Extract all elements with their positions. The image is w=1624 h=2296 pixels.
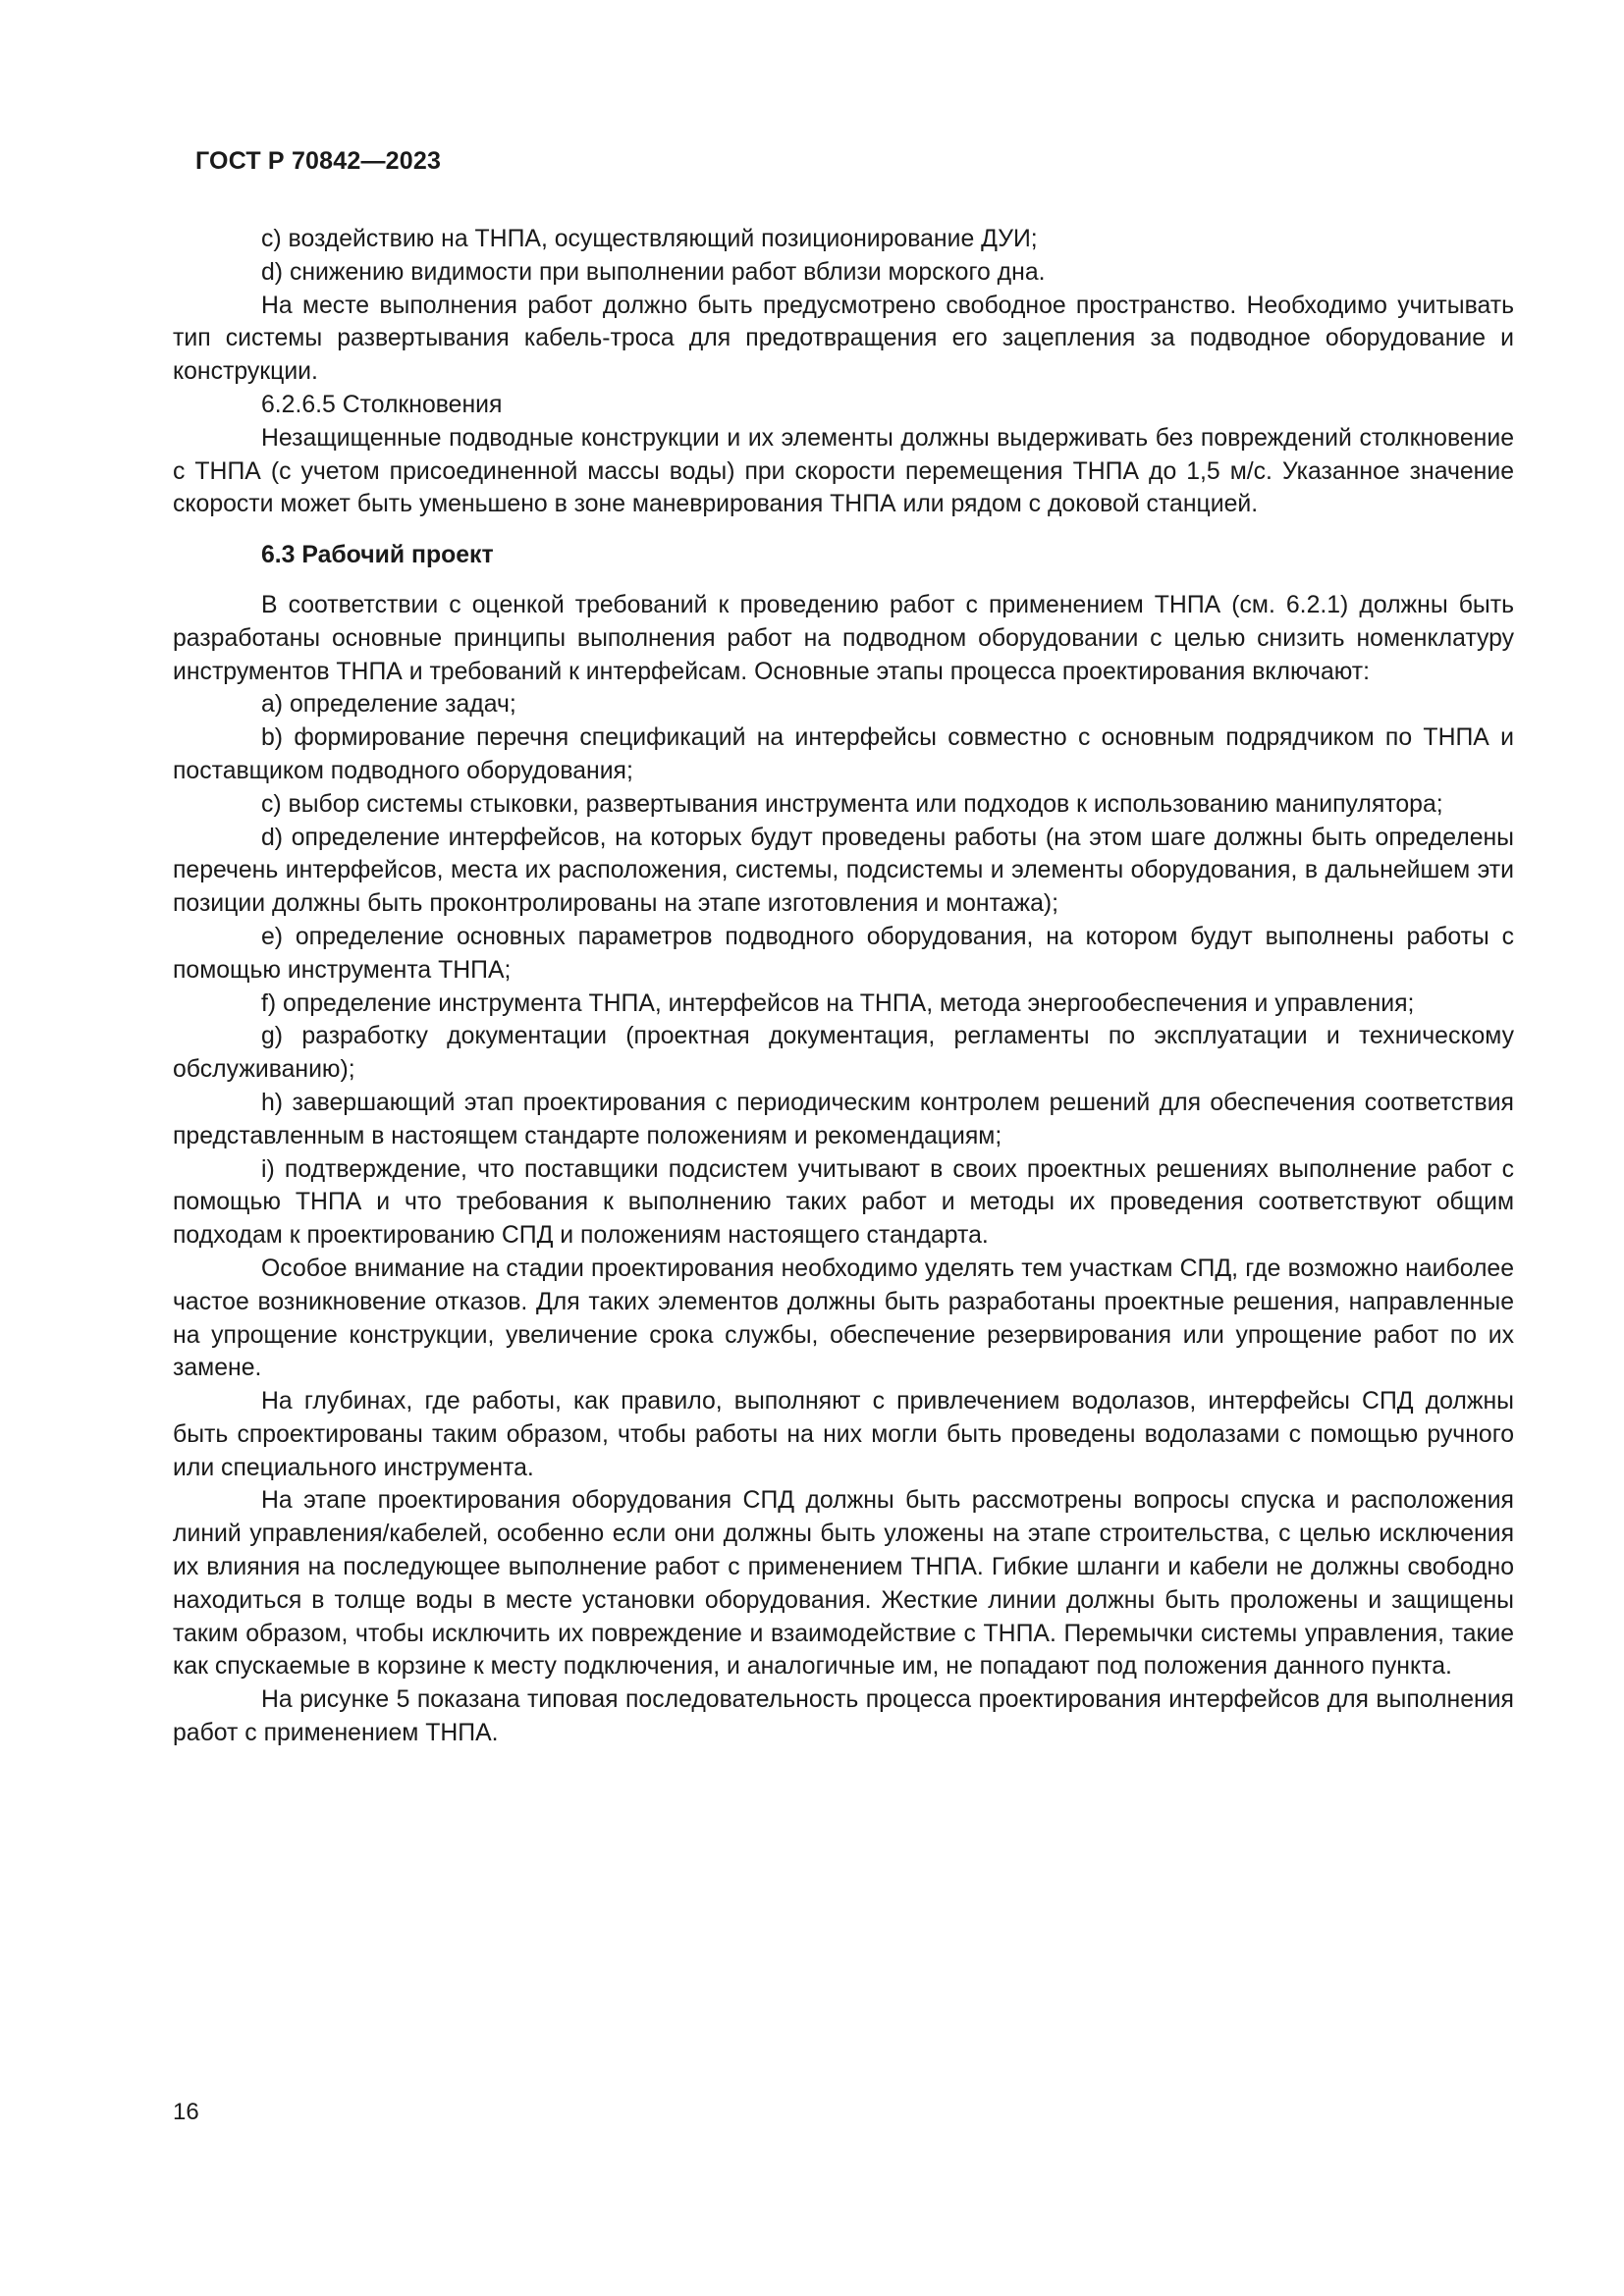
- list-item-d: d) снижению видимости при выполнении работ вблизи морского дна.: [261, 258, 1046, 286]
- list-item-e: e) определение основных параметров подводного оборудования, на котором будут выполнены работы с помощью инструмента ТНПА;: [173, 923, 1514, 984]
- paragraph-intro: В соответствии с оценкой требований к проведению работ с применением ТНПА (см. 6.2.1) должны быть разработаны основные принципы выполнения работ на подводном оборудовании с целью снизить номенклатуру инструментов ТНПА и требований к интерфейсам. Основные этапы процесса проектирования включают:: [173, 591, 1514, 685]
- page-number: 16: [173, 2099, 199, 2125]
- page-body: [173, 223, 1514, 1750]
- list-item-c2: c) выбор системы стыковки, развертывания инструмента или подходов к использованию манипулятора;: [261, 790, 1443, 818]
- paragraph-failures: Особое внимание на стадии проектирования необходимо уделять тем участкам СПД, где возможно наиболее частое возникновение отказов. Для таких элементов должны быть разработаны проектные решения, направленные на упрощение конструкции, увеличение срока службы, обеспечение резервирования или упрощение работ по их замене.: [173, 1255, 1514, 1382]
- list-item-g: g) разработку документации (проектная документация, регламенты по эксплуатации и техническому обслуживанию);: [173, 1023, 1514, 1084]
- section-heading: 6.3 Рабочий проект: [261, 542, 494, 569]
- document-header: ГОСТ Р 70842—2023: [195, 147, 442, 175]
- list-item-b: b) формирование перечня спецификаций на интерфейсы совместно с основным подрядчиком по ТНПА и поставщиком подводного оборудования;: [173, 724, 1514, 784]
- subsection-title-collisions: 6.2.6.5 Столкновения: [261, 391, 503, 418]
- list-item-a: a) определение задач;: [261, 691, 516, 719]
- paragraph-figure-ref: На рисунке 5 показана типовая последовательность процесса проектирования интерфейсов для выполнения работ с применением ТНПА.: [173, 1686, 1514, 1747]
- list-item-i: i) подтверждение, что поставщики подсистем учитывают в своих проектных решениях выполнение работ с помощью ТНПА и что требования к выполнению таких работ и методы их проведения соответствуют общим подходам к проектированию СПД и положениям настоящего стандарта.: [173, 1155, 1514, 1250]
- paragraph-collisions: Незащищенные подводные конструкции и их элементы должны выдерживать без повреждений столкновение с ТНПА (с учетом присоединенной массы воды) при скорости перемещения ТНПА до 1,5 м/с. Указанное значение скорости может быть уменьшено в зоне маневрирования ТНПА или рядом с доковой станцией.: [173, 424, 1514, 518]
- paragraph-cables: На этапе проектирования оборудования СПД должны быть рассмотрены вопросы спуска и расположения линий управления/кабелей, особенно если они должны быть уложены на этапе строительства, с целью исключения их влияния на последующее выполнение работ с применением ТНПА. Гибкие шланги и кабели не должны свободно находиться в толще воды в месте установки оборудования. Жесткие линии должны быть проложены и защищены таким образом, чтобы исключить их повреждение и взаимодействие с ТНПА. Перемычки системы управления, такие как спускаемые в корзине к месту подключения, и аналогичные им, не попадают под положения данного пункта.: [173, 1487, 1514, 1681]
- list-item-d2: d) определение интерфейсов, на которых будут проведены работы (на этом шаге должны быть определены перечень интерфейсов, места их расположения, системы, подсистемы и элементы оборудования, в дальнейшем эти позиции должны быть проконтролированы на этапе изготовления и монтажа);: [173, 824, 1514, 918]
- paragraph-depths: На глубинах, где работы, как правило, выполняют с привлечением водолазов, интерфейсы СПД должны быть спроектированы таким образом, чтобы работы на них могли быть проведены водолазами с помощью ручного или специального инструмента.: [173, 1388, 1514, 1481]
- list-item-h: h) завершающий этап проектирования с периодическим контролем решений для обеспечения соответствия представленным в настоящем стандарте положениям и рекомендациям;: [173, 1089, 1514, 1149]
- list-item-c: c) воздействию на ТНПА, осуществляющий позиционирование ДУИ;: [261, 226, 1038, 252]
- list-item-f: f) определение инструмента ТНПА, интерфейсов на ТНПА, метода энергообеспечения и управления;: [261, 989, 1415, 1017]
- paragraph-workspace: На месте выполнения работ должно быть предусмотрено свободное пространство. Необходимо учитывать тип системы развертывания кабель-троса для предотвращения его зацепления за подводное оборудование и конструкции.: [173, 292, 1514, 386]
